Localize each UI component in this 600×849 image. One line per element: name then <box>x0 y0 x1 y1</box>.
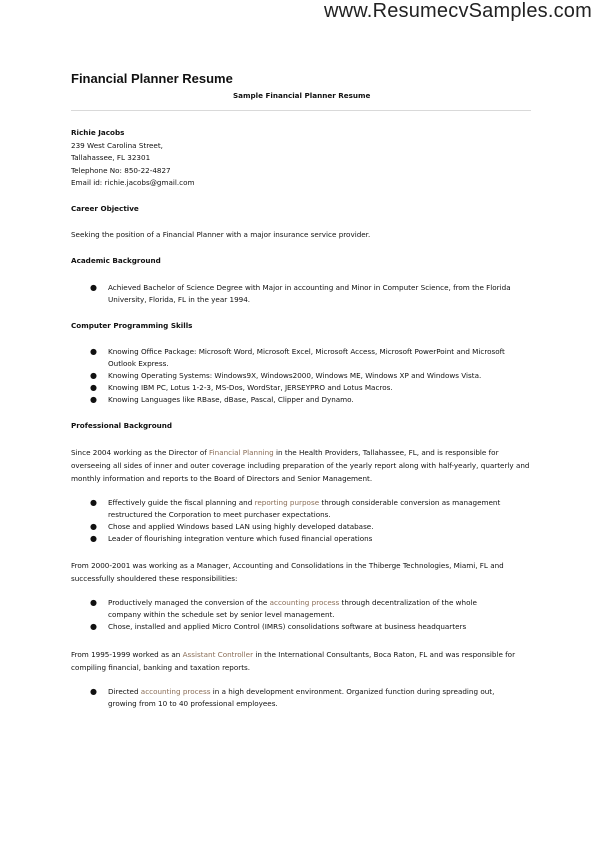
contact-email: Email id: richie.jacobs@gmail.com <box>71 178 195 187</box>
list-item: ● Productively managed the conversion of the accounting process through decentralization of the whole company within the schedule set by senior level management. <box>90 598 477 619</box>
accounting-process-link[interactable]: accounting process <box>269 598 340 607</box>
title-divider <box>71 110 531 111</box>
list-item: ● Knowing Operating Systems: Windows9X, Windows2000, Windows ME, Windows XP and Windows Vista. <box>90 370 482 380</box>
list-item: ● Directed accounting process in a high development environment. Organized function during spreading out, growing from 10 to 40 professional employees. <box>90 687 495 708</box>
assistant-controller-link[interactable]: Assistant Controller <box>182 650 254 659</box>
financial-planning-link[interactable]: Financial Planning <box>209 448 274 457</box>
list-item: ● Leader of flourishing integration venture which fused financial operations <box>90 533 373 543</box>
list-item: ● Knowing Office Package: Microsoft Word, Microsoft Excel, Microsoft Access, Microsoft PowerPoint and Microsoft Outlook Express. <box>90 347 505 368</box>
contact-phone: Telephone No: 850-22-4827 <box>71 166 171 175</box>
contact-name: Richie Jacobs <box>71 128 125 137</box>
list-item: ● Chose and applied Windows based LAN using highly developed database. <box>90 521 374 531</box>
academic-heading: Academic Background <box>71 256 161 265</box>
job3-summary: From 1995-1999 worked as an Assistant Controller in the International Consultants, Boca Raton, FL and was responsible for compiling financial, banking and taxation reports. <box>71 650 516 672</box>
job1-summary: Since 2004 working as the Director of Financial Planning in the Health Providers, Tallahassee, FL, and is responsible for overseeing all sides of inner and outer coverage including preparation of the yearly report along with half-yearly, quarterly and monthly information and reports to the Board of Directors and Senior Management. <box>71 448 530 483</box>
academic-list <box>71 282 511 306</box>
professional-heading: Professional Background <box>71 421 173 430</box>
contact-city: Tallahassee, FL 32301 <box>71 153 151 162</box>
job2-summary: From 2000-2001 was working as a Manager, Accounting and Consolidations in the Thiberge Technologies, Miami, FL and successfully shouldered these responsibilities: <box>71 561 504 583</box>
site-watermark: www.ResumecvSamples.com <box>323 0 592 22</box>
list-item: ● Knowing IBM PC, Lotus 1-2-3, MS-Dos, WordStar, JERSEYPRO and Lotus Macros. <box>90 382 393 392</box>
job2-list <box>71 597 511 633</box>
page-title: Financial Planner Resume <box>71 71 233 86</box>
list-item: ● Knowing Languages like RBase, dBase, Pascal, Clipper and Dynamo. <box>90 394 354 404</box>
job3-list <box>71 686 511 710</box>
accounting-process-link-2[interactable]: accounting process <box>140 687 211 696</box>
job1-list <box>71 497 511 545</box>
reporting-purpose-link[interactable]: reporting purpose <box>254 498 320 507</box>
career-objective-text: Seeking the position of a Financial Planner with a major insurance service provider. <box>71 230 371 239</box>
list-item: ● Chose, installed and applied Micro Control (IMRS) consolidations software at business headquarters <box>90 621 467 631</box>
contact-street: 239 West Carolina Street, <box>71 141 163 150</box>
page-subtitle: Sample Financial Planner Resume <box>233 91 371 100</box>
skills-heading: Computer Programming Skills <box>71 321 193 330</box>
career-objective-heading: Career Objective <box>71 204 139 213</box>
list-item: ● Achieved Bachelor of Science Degree with Major in accounting and Minor in Computer Science, from the Florida University, Florida, FL in the year 1994. <box>90 283 511 304</box>
list-item: ● Effectively guide the fiscal planning and reporting purpose through considerable conversion as management restructured the Corporation to meet purchaser expectations. <box>90 498 501 519</box>
skills-list <box>71 346 511 406</box>
